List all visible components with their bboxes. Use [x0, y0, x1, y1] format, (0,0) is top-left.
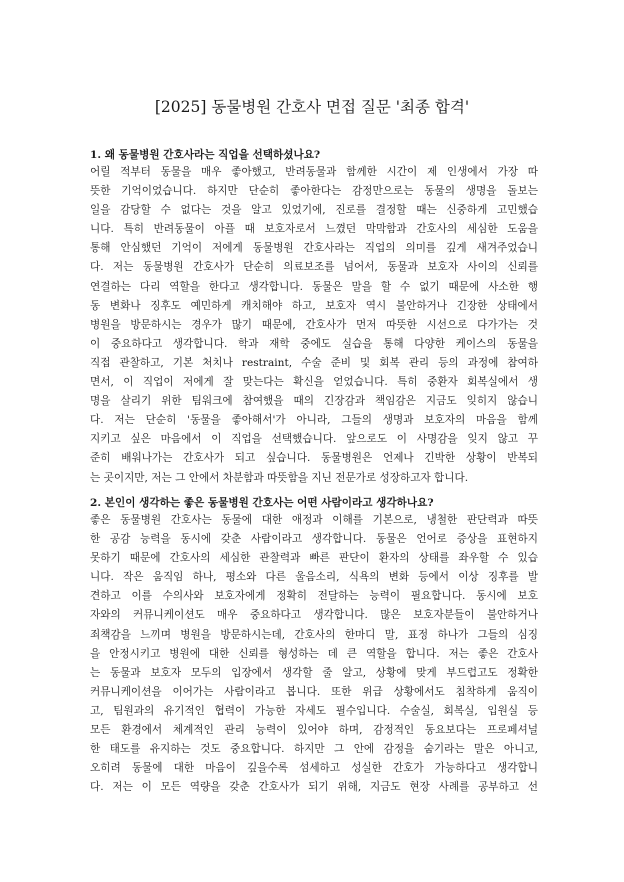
- answer-line: 어릴 적부터 동물을 매우 좋아했고, 반려동물과 함께한 시간이 제 인생에서 가장 따: [90, 166, 538, 178]
- answer-line: 는 동물과 보호자 모두의 입장에서 생각할 줄 알고, 상황에 맞게 부드럽고도 정확한: [90, 666, 538, 679]
- answer-line: 오히려 동물에 대한 마음이 깊을수록 섬세하고 성실한 간호가 가능하다고 생각합니: [90, 762, 538, 775]
- answer-line: 뜻한 기억이었습니다. 하지만 단순히 좋아한다는 감정만으로는 동물의 생명을 돌보는: [90, 185, 538, 198]
- answer-2-paragraph: [90, 511, 538, 797]
- answer-line: 면서, 이 직업이 저에게 잘 맞는다는 확신을 얻었습니다. 특히 중환자 회복실에서 생: [90, 376, 538, 389]
- question-1-heading: 1. 왜 동물병원 간호사라는 직업을 선택하셨나요?: [90, 149, 321, 161]
- answer-line: 을 안정시키고 병원에 대한 신뢰를 형성하는 데 큰 역할을 합니다. 저는 좋은 간호사: [90, 647, 538, 660]
- answer-line: 병원을 방문하시는 경우가 많기 때문에, 간호사가 먼저 따뜻한 시선으로 다가가는 것: [90, 318, 538, 331]
- answer-line: 한 공감 능력을 동시에 갖춘 사람이라고 생각합니다. 동물은 언어로 증상을 표현하지: [90, 533, 538, 546]
- answer-line: 견하고 이를 수의사와 보호자에게 정확히 전달하는 능력이 필요합니다. 동시에 보호: [90, 590, 538, 603]
- answer-line: 다. 저는 동물병원 간호사가 단순히 의료보조를 넘어서, 동물과 보호자 사이의 신뢰를: [90, 261, 538, 274]
- answer-line: 이 중요하다고 생각합니다. 학과 재학 중에도 실습을 통해 다양한 케이스의 동물을: [90, 337, 538, 350]
- answer-line: 못하기 때문에 간호사의 세심한 관찰력과 빠른 판단이 환자의 상태를 좌우할 수 있습: [90, 552, 538, 565]
- answer-line: 모든 환경에서 체계적인 관리 능력이 있어야 하며, 감정적인 동요보다는 프로페셔널: [90, 724, 538, 737]
- answer-line: 직접 관찰하고, 기본 처치나 restraint, 수술 준비 및 회복 관리 등의 과정에 참여하: [90, 356, 538, 369]
- answer-line: 는 곳이지만, 저는 그 안에서 차분함과 따뜻함을 지닌 전문가로 성장하고자 합니다.: [90, 471, 469, 484]
- answer-line: 지키고 싶은 마음에서 이 직업을 선택했습니다. 앞으로도 이 사명감을 잊지 않고 꾸: [90, 433, 538, 446]
- answer-line: 커뮤니케이션을 이어가는 사람이라고 봅니다. 또한 위급 상황에서도 침착하게 움직이: [90, 685, 538, 698]
- answer-1-paragraph: [90, 163, 538, 488]
- answer-line: 통해 안심했던 기억이 저에게 동물병원 간호사라는 직업의 의미를 깊게 새겨주었습니: [90, 242, 538, 255]
- answer-line: 준히 배워나가는 간호사가 되고 싶습니다. 동물병원은 언제나 긴박한 상황이 반복되: [90, 452, 538, 465]
- answer-line: 명을 살리기 위한 팀워크에 참여했을 때의 긴장감과 책임감은 지금도 잊히지 않습니: [90, 395, 538, 408]
- answer-line: 연결하는 다리 역할을 한다고 생각합니다. 동물은 말을 할 수 없기 때문에 사소한 행: [90, 280, 538, 293]
- question-2-heading: 2. 본인이 생각하는 좋은 동물병원 간호사는 어떤 사람이라고 생각하나요?: [90, 497, 434, 509]
- answer-line: 다. 저는 이 모든 역량을 갖춘 간호사가 되기 위해, 지금도 현장 사례를 공부하고 선: [90, 781, 538, 794]
- answer-line: 자와의 커뮤니케이션도 매우 중요하다고 생각합니다. 많은 보호자분들이 불안하거나: [90, 609, 538, 622]
- answer-line: 니다. 특히 반려동물이 아플 때 보호자로서 느꼈던 막막함과 간호사의 세심한 도움을: [90, 223, 538, 236]
- answer-line: 죄책감을 느끼며 병원을 방문하시는데, 간호사의 한마디 말, 표정 하나가 그들의 심징: [90, 628, 538, 641]
- answer-line: 좋은 동물병원 간호사는 동물에 대한 애정과 이해를 기본으로, 냉철한 판단력과 따뜻: [90, 514, 538, 526]
- document-title: [2025] 동물병원 간호사 면접 질문 '최종 합격': [154, 98, 470, 116]
- answer-line: 고, 팀원과의 유기적인 협력이 가능한 자세도 필수입니다. 수술실, 회복실, 입원실 등: [90, 704, 538, 717]
- answer-line: 동 변화나 징후도 예민하게 캐치해야 하고, 보호자 역시 불안하거나 긴장한 상태에서: [90, 299, 538, 312]
- answer-line: 다. 저는 단순히 '동물을 좋아해서'가 아니라, 그들의 생명과 보호자의 마음을 함께: [90, 414, 538, 427]
- answer-line: 한 태도를 유지하는 것도 중요합니다. 하지만 그 안에 감정을 숨기라는 말은 아니고,: [90, 743, 538, 756]
- answer-line: 니다. 작은 움직임 하나, 평소와 다른 울음소리, 식욕의 변화 등에서 이상 징후를 발: [90, 571, 538, 584]
- answer-line: 일을 감당할 수 없다는 것을 알고 있었기에, 진로를 결정할 때는 신중하게 고민했습: [90, 204, 538, 217]
